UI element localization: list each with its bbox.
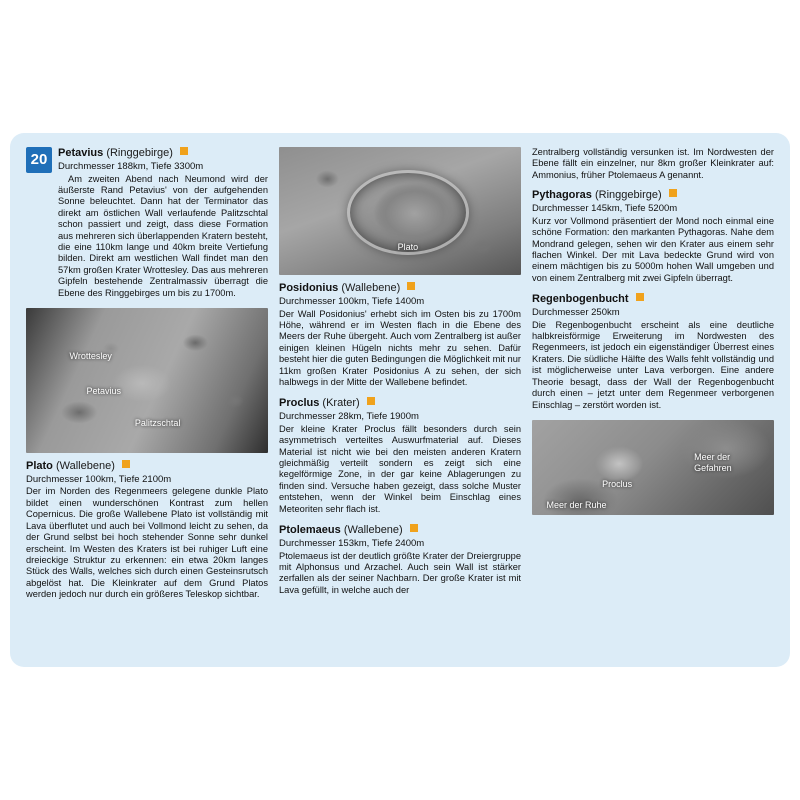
orange-marker-icon: [636, 293, 644, 301]
entry-posidonius: [279, 282, 521, 388]
orange-marker-icon: [410, 524, 418, 532]
entry-proclus: [279, 397, 521, 515]
entry-title-pythagoras: [532, 189, 774, 202]
entry-title-plato: [26, 460, 268, 473]
orange-marker-icon: [122, 460, 130, 468]
photo-label-meer-der: Meer der: [694, 452, 731, 463]
entry-title-text: Ptolemaeus: [279, 524, 341, 537]
entry-dims-ptolemaeus: Durchmesser 153km, Tiefe 2400m: [279, 538, 425, 550]
page-number-badge: 20: [26, 147, 52, 173]
entry-kind-text: (Wallebene): [55, 459, 115, 472]
plato-photo: [279, 147, 521, 275]
entry-body-pythagoras: Kurz vor Vollmond präsentiert der Mond noch einmal eine schöne Formation: den markanten Pythagoras. Nahe dem Mondrand gelegen, sehen wir den Krater aus einem sehr flachen Winkel. Der mit Lava bedeckte Grund wird von einem mächtigen bis zu 5000m hohen Wall umgeben und von einem Zentralberg mit zwei Gipfeln überragt.: [532, 215, 774, 283]
entry-kind-text: (Ringgebirge): [106, 147, 173, 159]
entry-dims-posidonius: Durchmesser 100km, Tiefe 1400m: [279, 296, 425, 307]
entry-title-text: Proclus: [279, 397, 320, 410]
entry-title-proclus: [279, 397, 521, 410]
photo-label-wrottesley: Wrottesley: [69, 351, 112, 362]
photo-label-plato: Plato: [397, 241, 419, 252]
column-middle: [279, 147, 521, 655]
entry-body-regenbogenbucht: Die Regenbogenbucht erscheint als eine deutliche halbkreisförmige Erweiterung im Nordwesten des Regenmeers, ist jedoch ein eigenständiger Überrest eines Kraters. Die südliche Hälfte des Walls fehlt vollständig und ist möglicherweise unter Lava verborgen. Eine andere Theorie besagt, dass der Wall der Regenbogenbucht durch einen – jetzt unter dem Regenmeer verborgenen Einschlag – zerstört worden ist.: [532, 319, 774, 410]
entry-body-proclus: Der kleine Krater Proclus fällt besonders durch sein asymmetrisch verteiltes Auswurfmaterial auf. Dieses Material ist nicht wie bei den meisten anderen Kratern gleichmäßig verteilt sondern es zeigt sich eine kegelförmige Zone, in der gar keine Ablagerungen zu finden sind. Versuche haben gezeigt, dass solche Muster entstehen, wenn der Winkel beim Einschlag eines Meteoriten sehr flach ist.: [279, 423, 521, 514]
entry-dims-regenbogenbucht: Durchmesser 250km: [532, 307, 620, 319]
entry-body-petavius: Am zweiten Abend nach Neumond wird der äußerste Rand Petavius' von der aufgehenden Sonne beleuchtet. Dann hat der Terminator das direkt am östlichen Wall verlaufende Palitzschtal schon passiert und zeigt, dass diese Formation aus mehreren sich überlappenden Kratern besteht, die eine 110km lange und 40km breite Vertiefung bilden. Direkt am westlichen Wall findet man den 57km großen Krater Wrottesley. Das aus mehreren Gipfeln bestehende Zentralmassiv überragt die Ebene des Ringgebirges um bis zu 1700m.: [58, 173, 268, 298]
entry-regenbogenbucht: [532, 293, 774, 411]
column-left: [26, 147, 268, 655]
entry-title-text: Pythagoras: [532, 189, 592, 202]
orange-marker-icon: [180, 147, 188, 155]
entry-body-ptolemaeus: Ptolemaeus ist der deutlich größte Krater der Dreiergruppe mit Alphonsus und Arzachel. Auch sein Wall ist stärker zerfallen als der seiner Nachbarn. Der große Krater ist mit Lava gefüllt, in welche auch der: [279, 550, 521, 595]
photo-label-palitzschtal: Palitzschtal: [134, 418, 181, 429]
page-columns: [26, 147, 774, 655]
entry-title-text: Regenbogenbucht: [532, 293, 629, 306]
entry-body-plato: Der im Norden des Regenmeers gelegene dunkle Plato bildet einen wunderschönen Kontrast zum hellen Copernicus. Die große Wallebene Plato ist vollständig mit Lava überflutet und auch bei Vollmond leicht zu sehen, da der Grund selbst bei hoch stehender Sonne sehr dunkel erscheint. Im Westen des Kraters ist bei ruhiger Luft eine dreieckige Struktur zu erkennen: ein etwa 20km langes Stück des Walls, welches sich durch einen Gesteinsrutsch abgelöst hat. Die Kleinkrater auf dem Grund Platos werden jedoch nur durch ein größeres Teleskop sichtbar.: [26, 486, 268, 600]
photo-label-petavius: Petavius: [86, 386, 122, 397]
entry-title-regenbogenbucht: [532, 293, 774, 306]
entry-title-ptolemaeus: [279, 524, 521, 537]
entry-dims-proclus: Durchmesser 28km, Tiefe 1900m: [279, 411, 419, 423]
entry-pythagoras: [532, 189, 774, 284]
entry-title-posidonius: [279, 282, 521, 295]
column-right: [532, 147, 774, 655]
entry-dims-petavius: Durchmesser 188km, Tiefe 3300m: [58, 161, 204, 172]
entry-ptolemaeus: [279, 524, 521, 596]
orange-marker-icon: [367, 397, 375, 405]
orange-marker-icon: [407, 282, 415, 290]
entry-title-petavius: [58, 147, 268, 160]
proclus-photo: [532, 420, 774, 515]
entry-body-ptolemaeus-continued: Zentralberg vollständig versunken ist. Im Nordwesten der Ebene fällt ein einzelner, nur 8km großer Kleinkrater auf: Ammonius, früher Ptolemaeus A genannt.: [532, 147, 774, 180]
entry-dims-plato: Durchmesser 100km, Tiefe 2100m: [26, 473, 172, 485]
photo-label-meer-der-ruhe: Meer der Ruhe: [546, 499, 607, 510]
entry-kind-text: (Krater): [322, 397, 360, 410]
entry-title-text: Petavius: [58, 147, 104, 159]
entry-dims-pythagoras: Durchmesser 145km, Tiefe 5200m: [532, 203, 678, 215]
entry-body-posidonius: Der Wall Posidonius' erhebt sich im Osten bis zu 1700m Höhe, während er im Westen flach in die Ebene des Meers der Ruhe übergeht. Auch vom Zentralberg ist außer einigen kleinen Hügeln nichts mehr zu sehen. Dafür besteht hier die guten Bedingungen die Möglichkeit mit nur 11km großen Krater Posidonius A zu sehen, der sich halbwegs in der Mitte der Wallebene befindet.: [279, 308, 521, 387]
entry-title-text: Plato: [26, 459, 53, 472]
entry-petavius: [26, 147, 268, 299]
petavius-photo: [26, 308, 268, 453]
entry-plato: [26, 460, 268, 601]
orange-marker-icon: [669, 189, 677, 197]
book-page-panel: [10, 133, 790, 667]
photo-label-gefahren: Gefahren: [694, 462, 732, 473]
entry-title-text: Posidonius: [279, 282, 339, 294]
entry-kind-text: (Wallebene): [341, 282, 401, 294]
entry-kind-text: (Wallebene): [343, 524, 403, 537]
photo-label-proclus: Proclus: [602, 478, 633, 489]
entry-kind-text: (Ringgebirge): [594, 189, 662, 202]
